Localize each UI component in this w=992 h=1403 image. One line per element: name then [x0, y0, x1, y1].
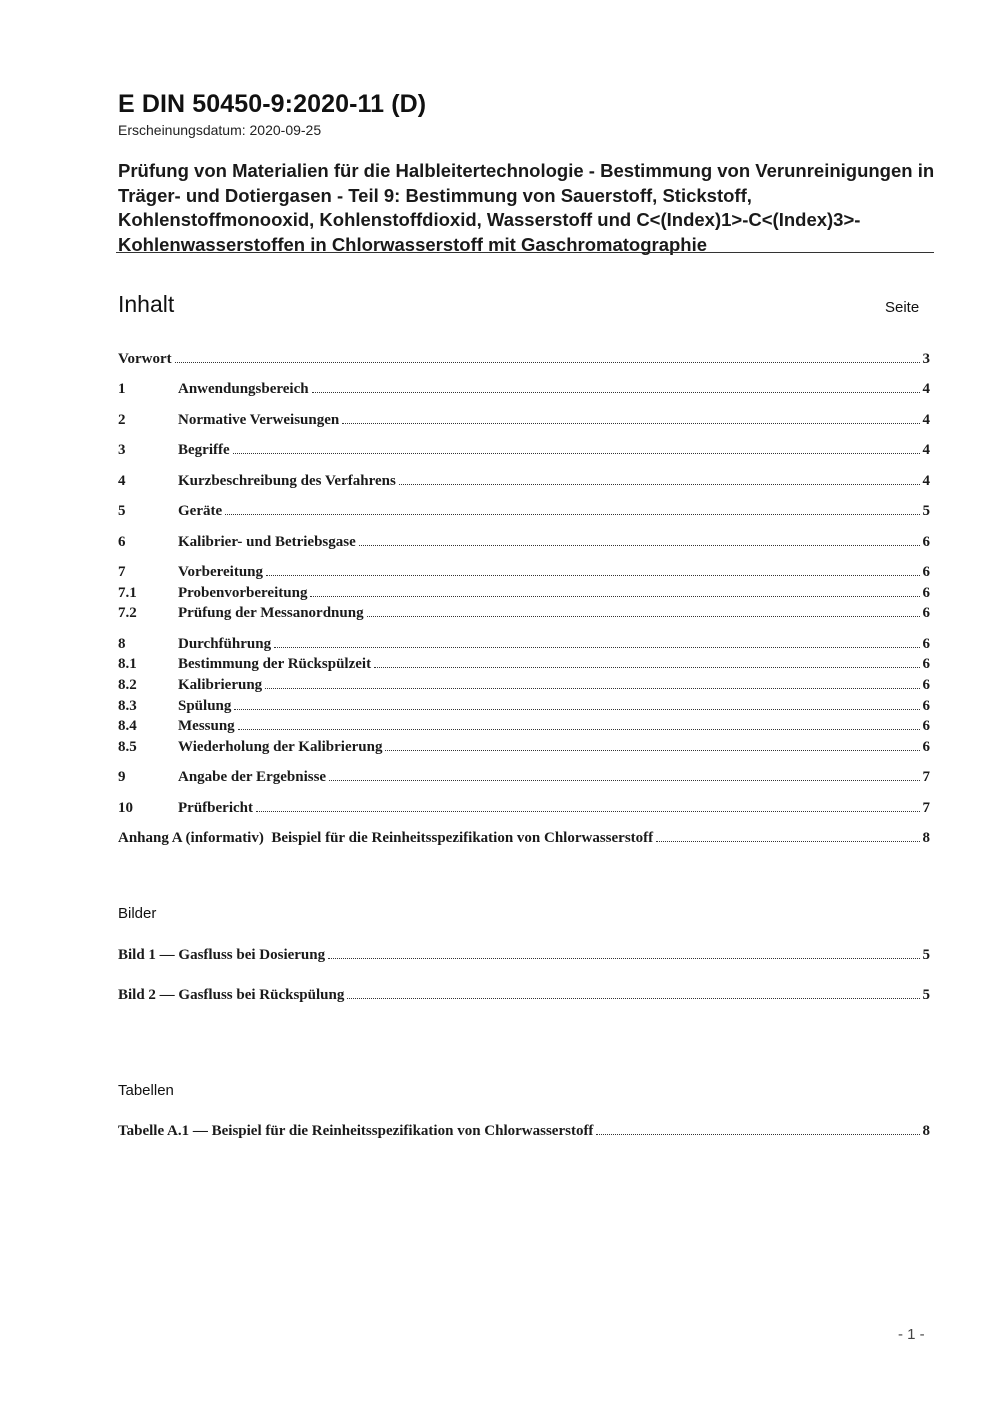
- toc-entry-number: 9: [118, 769, 126, 785]
- dot-leader: [399, 483, 920, 485]
- toc-entry-page: 6: [922, 605, 930, 621]
- toc-entry[interactable]: [118, 379, 930, 399]
- table-entry-text: Tabelle A.1 — Beispiel für die Reinheitsspezifikation von Chlorwasserstoff: [118, 1123, 594, 1139]
- toc-entry-number: 8: [118, 636, 126, 652]
- toc-entry-vorwort[interactable]: [118, 349, 930, 369]
- toc-entry-number: 8.2: [118, 677, 137, 693]
- dot-leader: [256, 810, 920, 812]
- dot-leader: [175, 361, 920, 363]
- toc-entry-page: 5: [922, 503, 930, 519]
- toc-entry-text: Begriffe: [178, 442, 230, 458]
- toc-entry-number: 1: [118, 381, 126, 397]
- toc-entry-page: 6: [922, 534, 930, 550]
- toc-entry-number: 5: [118, 503, 126, 519]
- toc-entry-text: Kalibrier- und Betriebsgase: [178, 534, 356, 550]
- toc-entry-number: 8.3: [118, 698, 137, 714]
- toc-entry-text: Bestimmung der Rückspülzeit: [178, 656, 372, 672]
- toc-entry[interactable]: [118, 532, 930, 552]
- toc-entry-text: Anhang A (informativ) Beispiel für die Reinheitsspezifikation von Chlorwasserstoff: [118, 830, 654, 846]
- toc-entry[interactable]: [118, 410, 930, 430]
- toc-entry-page: 6: [922, 718, 930, 734]
- dot-leader: [234, 708, 919, 710]
- toc-entry-page: 6: [922, 636, 930, 652]
- page-column-label: Seite: [885, 299, 920, 316]
- figure-entry[interactable]: [118, 945, 930, 965]
- toc-entry-page: 3: [922, 351, 930, 367]
- toc-entry[interactable]: [118, 696, 930, 716]
- document-subtitle: Prüfung von Materialien für die Halbleitertechnologie - Bestimmung von Verunreinigungen in Träger- und Dotiergasen - Teil 9: Bestimmung von Sauerstoff, Stickstoff, Kohlenstoffmonooxid, Kohlenstoffdioxid, Wasserstoff und C<(Index)1>-C<(Index)3>-Kohlenwasserstoffen in Chlorwasserstoff mit Gaschromatographie: [118, 160, 935, 255]
- toc-entry-annex[interactable]: [118, 828, 930, 848]
- dot-leader: [656, 840, 919, 842]
- figure-entry-page: 5: [922, 987, 930, 1003]
- toc-entry[interactable]: [118, 603, 930, 623]
- toc-entry[interactable]: [118, 562, 930, 582]
- table-entry[interactable]: [118, 1121, 930, 1141]
- dot-leader: [310, 595, 919, 597]
- toc-entry-number: 2: [118, 412, 126, 428]
- dot-leader: [342, 422, 919, 424]
- toc-entry-text: Vorbereitung: [178, 564, 264, 580]
- dot-leader: [225, 513, 919, 515]
- document-title: E DIN 50450-9:2020-11 (D): [118, 90, 427, 118]
- dot-leader: [367, 615, 920, 617]
- toc-entry-text: Prüfbericht: [178, 800, 253, 816]
- figure-entry-page: 5: [922, 947, 930, 963]
- toc-entry[interactable]: [118, 634, 930, 654]
- toc-entry-number: 7: [118, 564, 126, 580]
- toc-entry[interactable]: [118, 716, 930, 736]
- figures-heading: Bilder: [118, 905, 157, 922]
- toc-entry-number: 7.2: [118, 605, 137, 621]
- toc-entry-text: Messung: [178, 718, 235, 734]
- dot-leader: [329, 779, 919, 781]
- toc-entry[interactable]: [118, 798, 930, 818]
- figure-entry-text: Bild 2 — Gasfluss bei Rückspülung: [118, 987, 345, 1003]
- toc-entry-page: 6: [922, 564, 930, 580]
- toc-entry-page: 4: [922, 442, 930, 458]
- dot-leader: [596, 1133, 919, 1135]
- page-number: - 1 -: [898, 1326, 925, 1343]
- toc-entry[interactable]: [118, 501, 930, 521]
- toc-entry-page: 7: [922, 769, 930, 785]
- toc-entry-page: 6: [922, 698, 930, 714]
- toc-entry-number: 4: [118, 473, 126, 489]
- toc-entry-page: 6: [922, 739, 930, 755]
- toc-entry-page: 6: [922, 677, 930, 693]
- toc-entry-page: 4: [922, 473, 930, 489]
- dot-leader: [328, 957, 919, 959]
- toc-entry-number: 3: [118, 442, 126, 458]
- toc-entry-text: Normative Verweisungen: [178, 412, 340, 428]
- toc-entry-number: 8.1: [118, 656, 137, 672]
- toc-entry-text: Durchführung: [178, 636, 272, 652]
- toc-entry-number: 7.1: [118, 585, 137, 601]
- toc-entry-number: 8.5: [118, 739, 137, 755]
- toc-entry-text: Spülung: [178, 698, 232, 714]
- toc-entry-page: 6: [922, 585, 930, 601]
- toc-entry[interactable]: [118, 471, 930, 491]
- toc-entry[interactable]: [118, 654, 930, 674]
- dot-leader: [347, 997, 919, 999]
- dot-leader: [312, 391, 920, 393]
- toc-entry-text: Angabe der Ergebnisse: [178, 769, 327, 785]
- tables-heading: Tabellen: [118, 1082, 174, 1099]
- dot-leader: [274, 646, 919, 648]
- toc-entry-page: 4: [922, 412, 930, 428]
- dot-leader: [233, 452, 920, 454]
- dot-leader: [385, 749, 919, 751]
- publication-date: Erscheinungsdatum: 2020-09-25: [118, 122, 322, 138]
- toc-entry[interactable]: [118, 675, 930, 695]
- dot-leader: [374, 666, 919, 668]
- toc-entry-number: 8.4: [118, 718, 137, 734]
- toc-entry-text: Kalibrierung: [178, 677, 263, 693]
- toc-entry[interactable]: [118, 583, 930, 603]
- toc-entry-page: 7: [922, 800, 930, 816]
- title-divider: [116, 252, 934, 253]
- dot-leader: [359, 544, 920, 546]
- toc-entry-text: Vorwort: [118, 351, 172, 367]
- dot-leader: [265, 687, 919, 689]
- toc-entry-page: 6: [922, 656, 930, 672]
- table-entry-page: 8: [922, 1123, 930, 1139]
- dot-leader: [266, 574, 919, 576]
- figure-entry-text: Bild 1 — Gasfluss bei Dosierung: [118, 947, 326, 963]
- toc-entry-page: 4: [922, 381, 930, 397]
- dot-leader: [238, 728, 920, 730]
- toc-entry[interactable]: [118, 737, 930, 757]
- toc-entry[interactable]: [118, 767, 930, 787]
- contents-heading: Inhalt: [118, 291, 175, 317]
- toc-entry-text: Prüfung der Messanordnung: [178, 605, 364, 621]
- toc-entry-text: Probenvorbereitung: [178, 585, 308, 601]
- toc-entry-number: 6: [118, 534, 126, 550]
- toc-entry-text: Anwendungsbereich: [178, 381, 309, 397]
- toc-entry-page: 8: [922, 830, 930, 846]
- toc-entry-text: Wiederholung der Kalibrierung: [178, 739, 383, 755]
- toc-entry-text: Geräte: [178, 503, 223, 519]
- toc-entry-text: Kurzbeschreibung des Verfahrens: [178, 473, 396, 489]
- toc-entry-number: 10: [118, 800, 133, 816]
- toc-entry[interactable]: [118, 440, 930, 460]
- figure-entry[interactable]: [118, 985, 930, 1005]
